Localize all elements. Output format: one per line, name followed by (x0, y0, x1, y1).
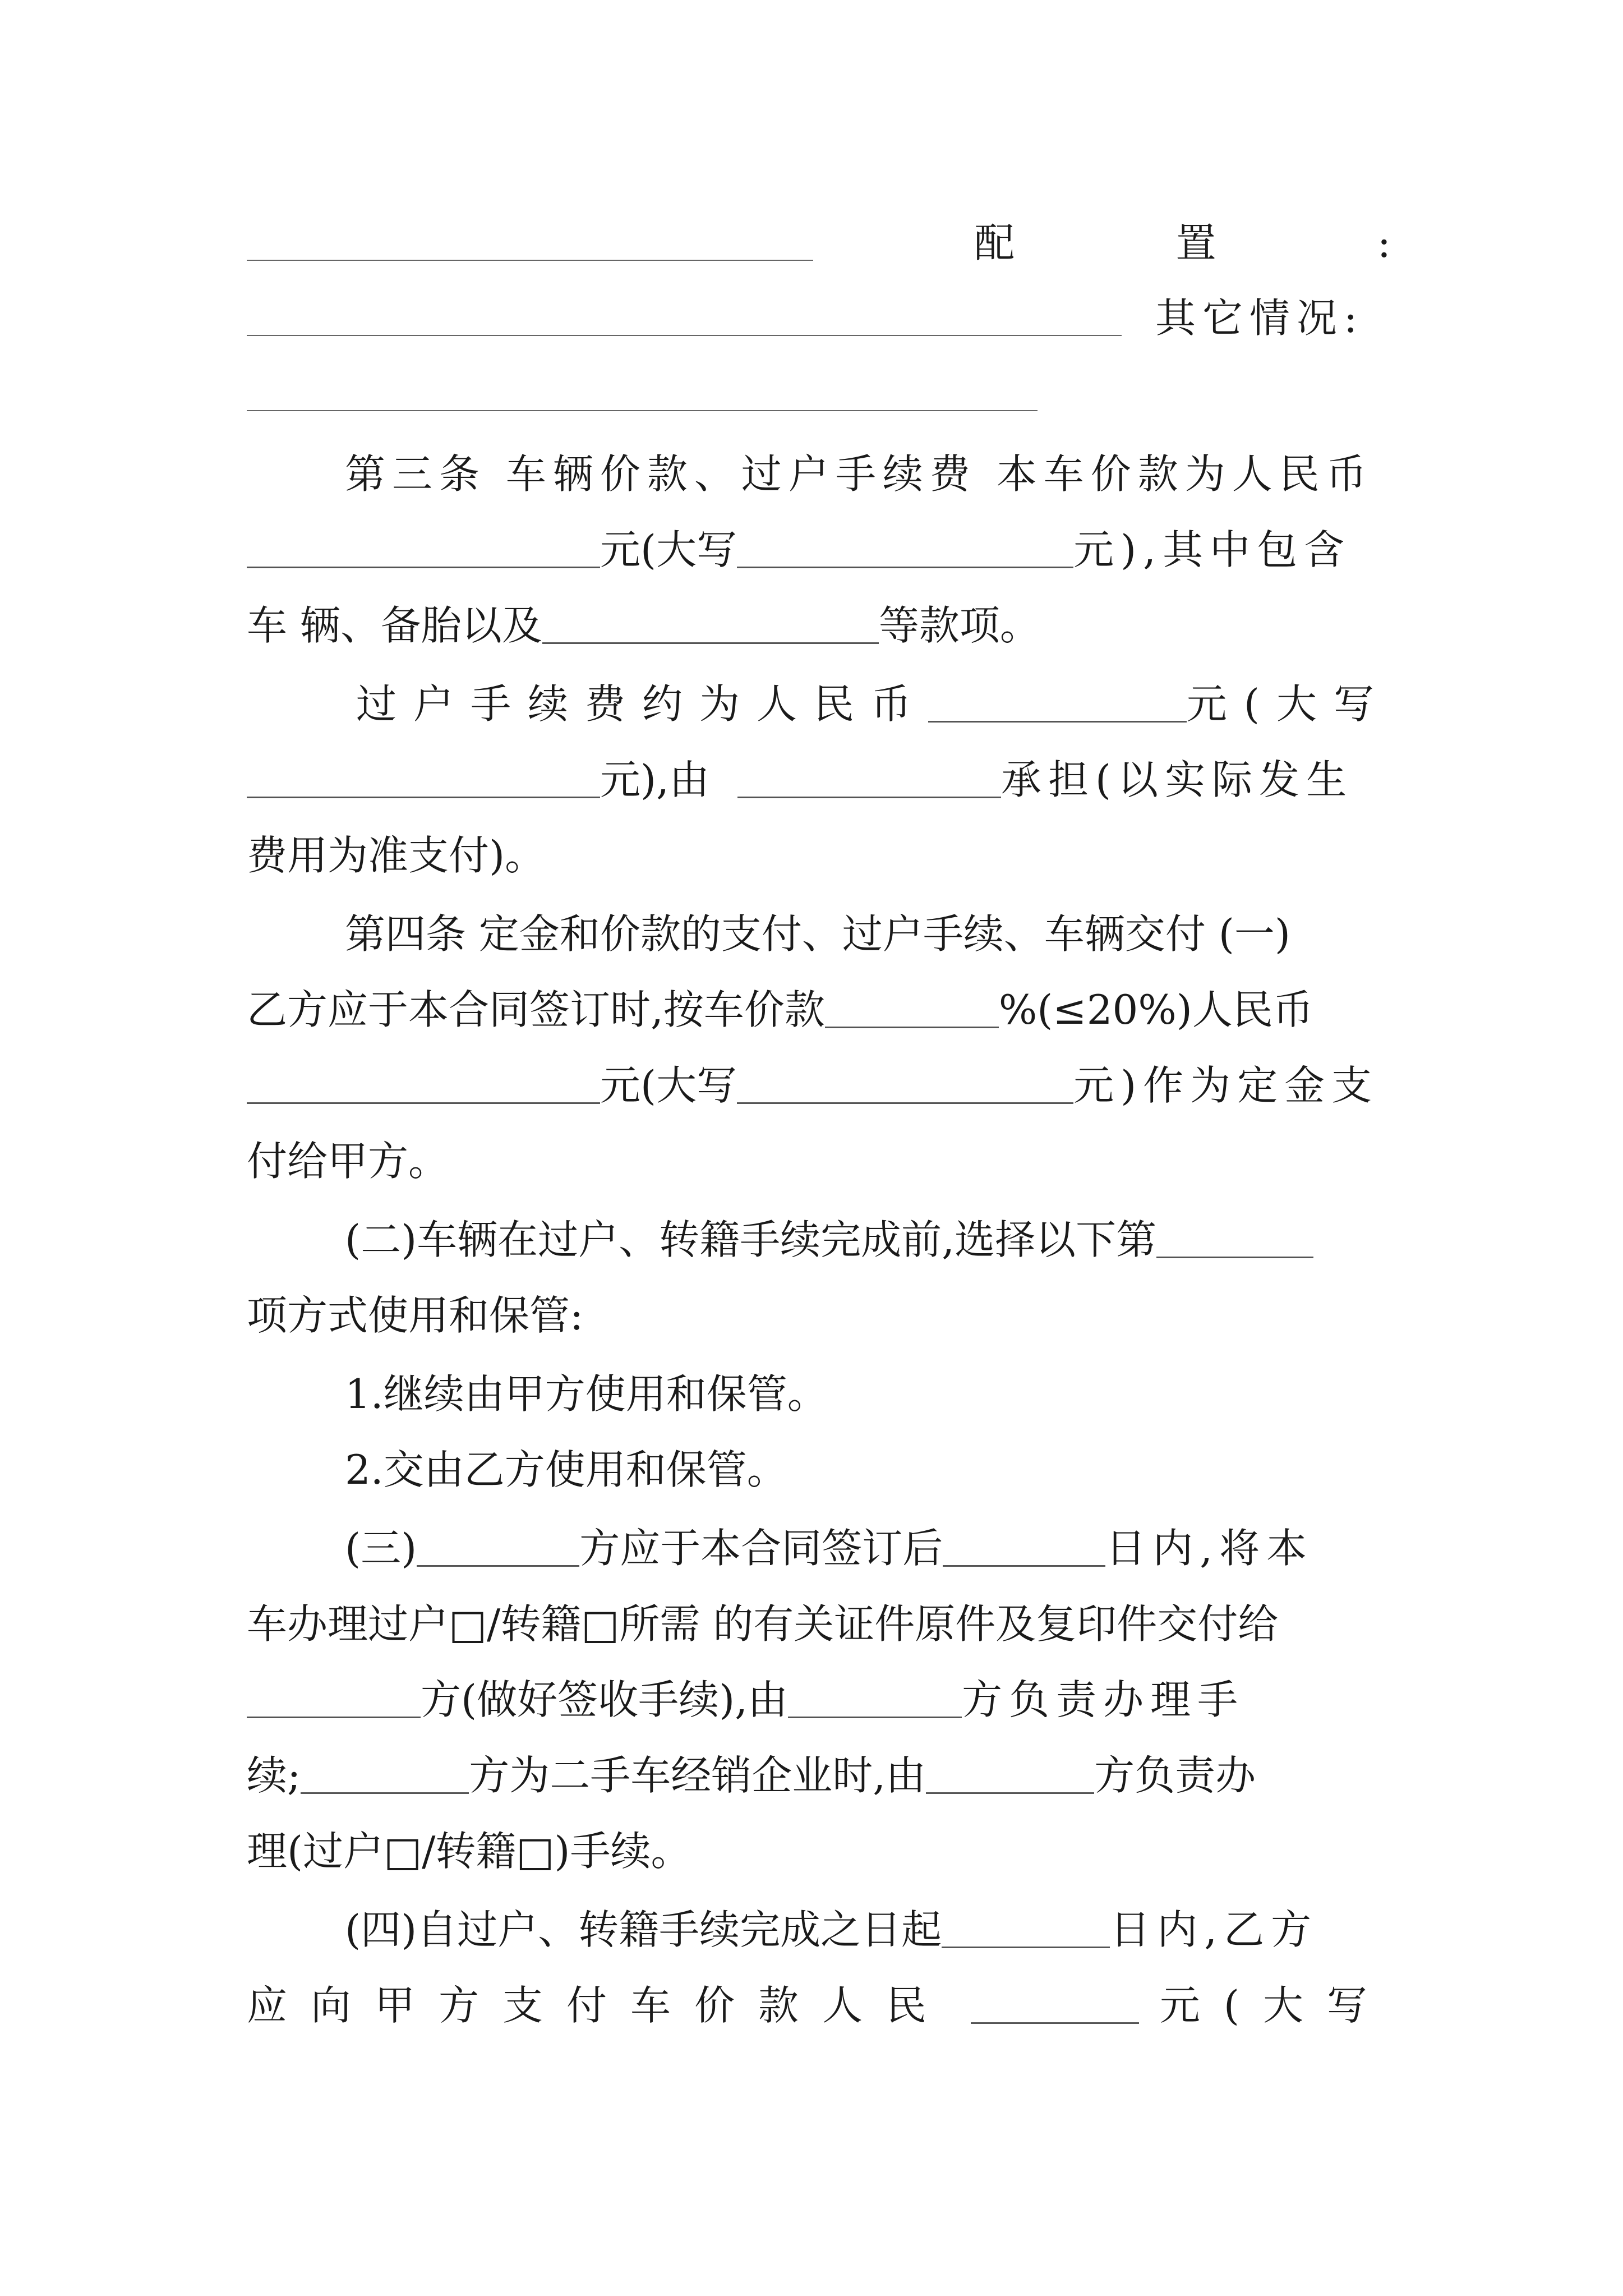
deposit-daxie-label: 元(大写 (600, 1062, 737, 1109)
dealer-prefix: 续; (247, 1752, 301, 1799)
transfer-fee-label: 过户手续费约为人民币 (356, 680, 929, 728)
blank-dealer-handler (926, 1757, 1094, 1794)
blank-dealer-party (301, 1757, 469, 1794)
pay-to-party-a-text: 付给甲方。 (247, 1138, 449, 1185)
price-daxie-label: 元(大写 (600, 526, 737, 573)
balance-prefix: 应向甲方支付车价款人民 (247, 1982, 951, 2029)
receipt-suffix: 方负责办理手 (962, 1676, 1245, 1723)
clause-2-text: (二)车辆在过户、转籍手续完成前,选择以下第 (345, 1216, 1157, 1263)
deposit-percent-suffix: %(≤20%)人民币 (998, 986, 1313, 1033)
option-2-line (247, 1444, 1391, 1495)
blank-deposit-amount (247, 1068, 600, 1104)
documents-text: 车办理过户□/转籍□所需 的有关证件原件及复印件交付给 (247, 1600, 1279, 1648)
blank-deposit-percent (825, 992, 999, 1028)
clause-4-suffix: 日内,乙方 (1110, 1906, 1318, 1953)
deposit-percent-line (247, 984, 1391, 1035)
blank-price-daxie (737, 532, 1073, 568)
transfer-procedure-text: 理(过户□/转籍□)手续。 (247, 1828, 691, 1875)
option-1-line (247, 1369, 1391, 1419)
article-3-text: 第三条 车辆价款、过户手续费 本车价款为人民币 (345, 450, 1373, 498)
blank-other-info-prefix (247, 300, 1122, 336)
documents-line (247, 1599, 1391, 1649)
clause-2-line (247, 1214, 1391, 1265)
transfer-fee-daxie: 元(大写 (1186, 680, 1391, 728)
article-4-text: 第四条 定金和价款的支付、过户手续、车辆交付 (一) (345, 910, 1290, 958)
blank-price-amount (247, 532, 600, 568)
receipt-line (247, 1674, 1391, 1725)
article-4-heading (247, 909, 1391, 959)
blank-handler-party (788, 1682, 962, 1718)
clause-3-line (247, 1523, 1391, 1573)
blank-other-info (247, 375, 1038, 411)
blank-deposit-daxie (737, 1068, 1073, 1104)
price-includes-label: 元),其中包含 (1073, 526, 1352, 573)
actual-cost-line (247, 830, 1391, 881)
config-char-2: 置 (1175, 219, 1216, 266)
other-info-line (247, 293, 1391, 343)
blank-config (247, 225, 813, 261)
deposit-suffix: 元)作为定金支 (1073, 1062, 1379, 1109)
items-suffix: 等款项。 (878, 602, 1040, 649)
actual-cost-text: 费用为准支付)。 (247, 832, 546, 879)
other-info-blank-line (247, 368, 1391, 418)
dealer-suffix: 方负责办 (1094, 1752, 1256, 1799)
blank-items (542, 608, 879, 644)
dealer-mid: 方为二手车经销企业时,由 (469, 1752, 926, 1799)
article-3-heading (247, 449, 1391, 499)
other-info-label: 其它情况: (1155, 295, 1364, 342)
transfer-fee-line (247, 679, 1391, 729)
config-char-1: 配 (974, 219, 1015, 266)
price-line (247, 524, 1391, 575)
blank-option-number (1156, 1222, 1313, 1258)
clause-3-suffix: 日内,将本 (1105, 1525, 1314, 1572)
dealer-line (247, 1750, 1391, 1801)
blank-clause-4-days (942, 1912, 1110, 1948)
blank-clause-3-days (943, 1530, 1105, 1567)
deposit-amount-line (247, 1060, 1391, 1111)
clause-3-mid: 方应于本合同签订后 (579, 1525, 943, 1572)
config-line (247, 218, 1391, 268)
balance-line (247, 1980, 1391, 2031)
option-2-text: 2.交由乙方使用和保管。 (345, 1446, 787, 1493)
option-1-text: 1.继续由甲方使用和保管。 (345, 1370, 828, 1418)
balance-daxie: 元(大写 (1159, 1982, 1391, 2029)
blank-fee-bearer (737, 762, 1001, 798)
fee-bearer-label: 元),由 (600, 756, 709, 803)
receipt-mid: 方(做好签收手续),由 (421, 1676, 789, 1723)
blank-balance-amount (971, 1987, 1139, 2024)
items-prefix: 车 辆、备胎以及 (247, 602, 542, 649)
transfer-procedure-line (247, 1826, 1391, 1876)
pay-to-party-a-line (247, 1136, 1391, 1186)
blank-receipt-party (247, 1682, 421, 1718)
fee-bearer-suffix: 承担(以实际发生 (1000, 756, 1354, 803)
deposit-percent-prefix: 乙方应于本合同签订时,按车价款 (247, 986, 825, 1033)
blank-clause-3-party (417, 1530, 579, 1567)
clause-3-prefix: (三) (345, 1525, 417, 1572)
config-colon: : (1377, 219, 1391, 266)
blank-fee-daxie (247, 762, 600, 798)
clause-4-line (247, 1904, 1391, 1955)
fee-bearer-line (247, 754, 1391, 805)
items-line (247, 600, 1391, 651)
usage-method-text: 项方式使用和保管: (247, 1292, 584, 1339)
clause-4-prefix: (四)自过户、转籍手续完成之日起 (345, 1906, 942, 1953)
usage-method-line (247, 1290, 1391, 1341)
blank-transfer-fee (928, 686, 1187, 723)
